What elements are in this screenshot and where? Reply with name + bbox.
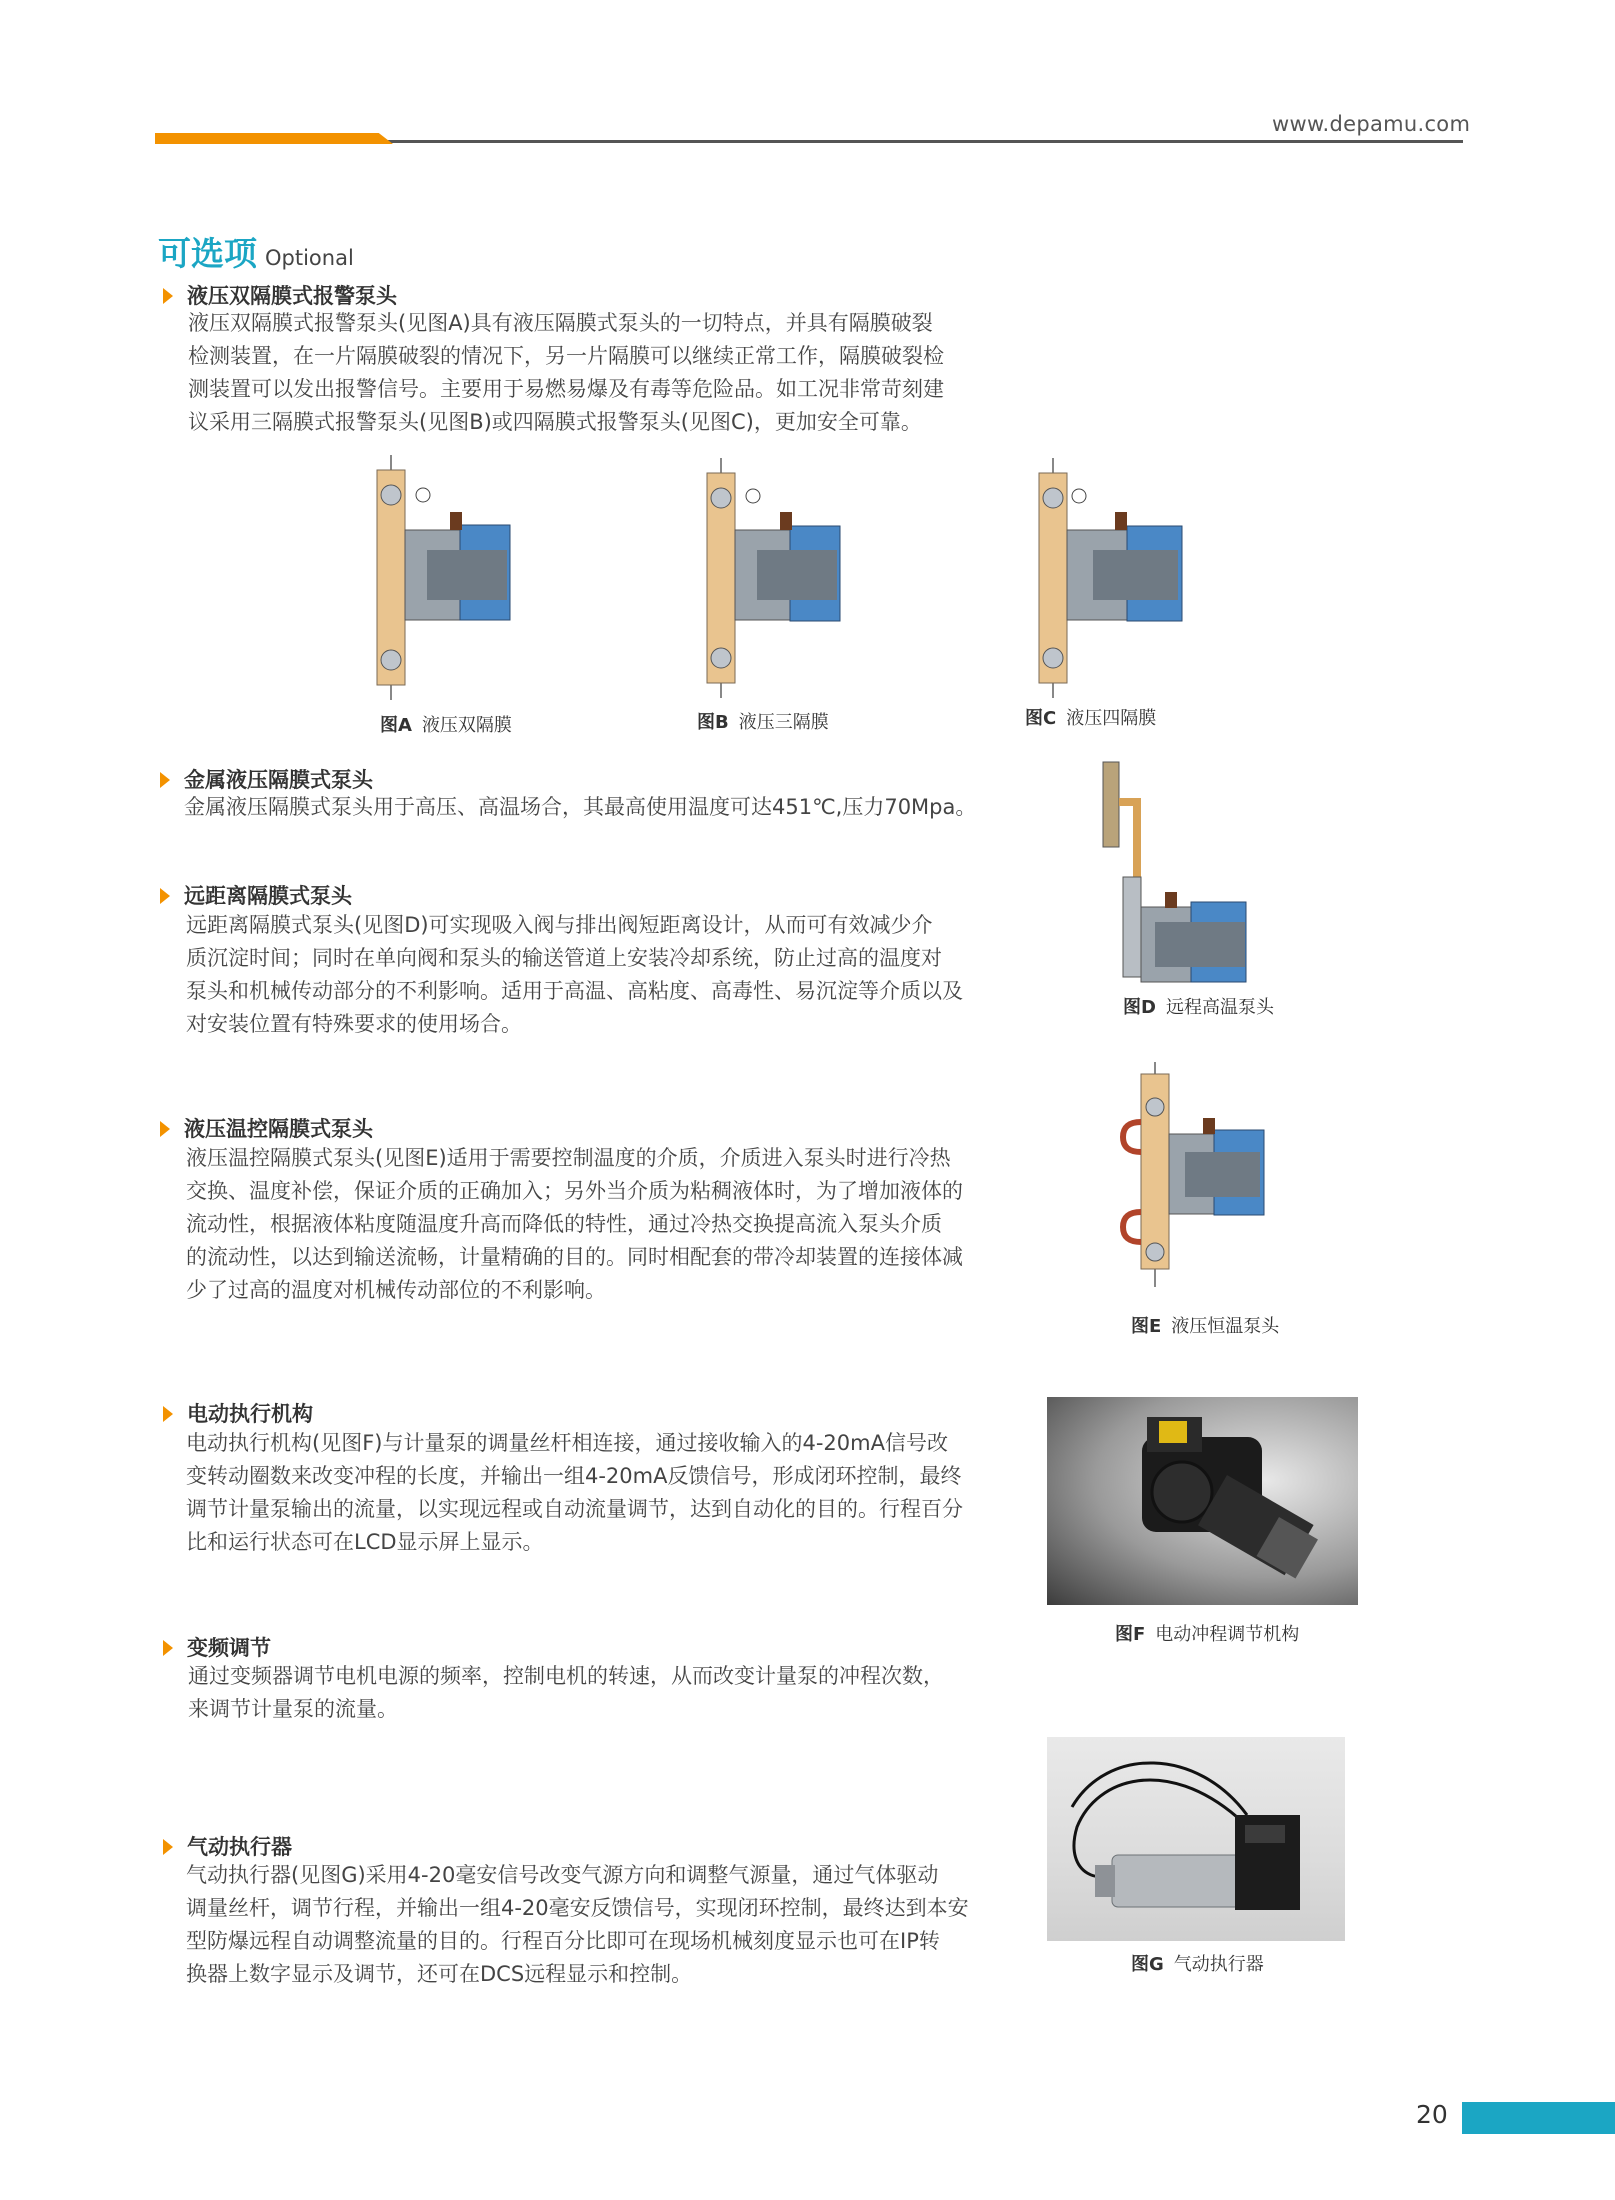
triangle-bullet-icon xyxy=(160,772,170,788)
section-title-en: Optional xyxy=(265,246,354,270)
item-heading-metal-diaphragm: 金属液压隔膜式泵头 xyxy=(160,764,373,794)
item-heading-electric-actuator: 电动执行机构 xyxy=(163,1398,313,1428)
triangle-bullet-icon xyxy=(160,1121,170,1137)
item-heading-pneumatic-actuator: 气动执行器 xyxy=(163,1831,292,1861)
item-body-temperature-diaphragm: 液压温控隔膜式泵头(见图E)适用于需要控制温度的介质，介质进入泵头时进行冷热 交换、温度补偿，保证介质的正确加入；另外当介质为粘稠液体时，为了增加液体的 流动性，根据液体粘度随温度升高而降低的特性，通过冷热交换提高流入泵头介质 的流动性，以达到输送流畅，计量精确的目的。同时相配套的带冷却装置的连接体减 少了过高的温度对机械传动部位的不利影响。 xyxy=(186,1146,963,1302)
page-number-accent-bar xyxy=(1462,2102,1615,2134)
section-title-zh: 可选项 xyxy=(158,234,257,273)
figure-a-caption: 图A 液压双隔膜 xyxy=(380,715,512,736)
triangle-bullet-icon xyxy=(160,888,170,904)
header-accent-bar xyxy=(155,133,393,144)
figure-d-remote-pump-illustration xyxy=(1087,752,1287,992)
item-body-electric-actuator: 电动执行机构(见图F)与计量泵的调量丝杆相连接，通过接收输入的4-20mA信号改 变转动圈数来改变冲程的长度，并输出一组4-20mA反馈信号，形成闭环控制，最终 调节计量泵输出的流量，以实现远程或自动流量调节，达到自动化的目的。行程百分 比和运行状态可在LCD显示屏上显示。 xyxy=(186,1431,963,1554)
figure-f-caption: 图F 电动冲程调节机构 xyxy=(1115,1624,1300,1645)
triangle-bullet-icon xyxy=(163,288,173,304)
item-body-frequency-control: 通过变频器调节电机电源的频率，控制电机的转速，从而改变计量泵的冲程次数， 来调节计量泵的流量。 xyxy=(188,1664,944,1721)
triangle-bullet-icon xyxy=(163,1640,173,1656)
item-heading-remote-diaphragm: 远距离隔膜式泵头 xyxy=(160,880,352,910)
item-body-remote-diaphragm: 远距离隔膜式泵头(见图D)可实现吸入阀与排出阀短距离设计，从而可有效减少介 质沉淀时间；同时在单向阀和泵头的输送管道上安装冷却系统，防止过高的温度对 泵头和机械传动部分的不利影响。适用于高温、高粘度、高毒性、易沉淀等介质以及 对安装位置有特殊要求的使用场合。 xyxy=(186,913,963,1036)
page-number: 20 xyxy=(1416,2100,1448,2129)
figure-d-caption: 图D 远程高温泵头 xyxy=(1123,997,1274,1018)
figure-e-temperature-pump-illustration xyxy=(1115,1062,1285,1287)
figure-c-caption: 图C 液压四隔膜 xyxy=(1025,708,1157,729)
figure-e-caption: 图E 液压恒温泵头 xyxy=(1131,1316,1280,1337)
figure-b-pump-illustration xyxy=(695,458,855,698)
figure-c-pump-illustration xyxy=(1027,458,1197,698)
item-heading-temperature-diaphragm: 液压温控隔膜式泵头 xyxy=(160,1113,373,1143)
section-title xyxy=(158,228,354,275)
triangle-bullet-icon xyxy=(163,1406,173,1422)
figure-b-caption: 图B 液压三隔膜 xyxy=(697,712,829,733)
item-heading-frequency-control: 变频调节 xyxy=(163,1632,271,1662)
site-url: www.depamu.com xyxy=(1272,112,1471,136)
item-heading-alarm-double-diaphragm: 液压双隔膜式报警泵头 xyxy=(163,280,397,310)
item-body-metal-diaphragm: 金属液压隔膜式泵头用于高压、高温场合，其最高使用温度可达451℃,压力70Mpa。 xyxy=(184,795,977,819)
figure-g-pneumatic-actuator-photo xyxy=(1047,1737,1345,1941)
item-body-alarm-double-diaphragm: 液压双隔膜式报警泵头(见图A)具有液压隔膜式泵头的一切特点，并具有隔膜破裂 检测装置，在一片隔膜破裂的情况下，另一片隔膜可以继续正常工作，隔膜破裂检 测装置可以发出报警信号。主要用于易燃易爆及有毒等危险品。如工况非常苛刻建 议采用三隔膜式报警泵头(见图B)或四隔膜式报警泵头(见图C)，更加安全可靠。 xyxy=(188,311,944,434)
figure-f-electric-actuator-photo xyxy=(1047,1397,1358,1605)
triangle-bullet-icon xyxy=(163,1839,173,1855)
figure-a-pump-illustration xyxy=(365,455,525,700)
item-body-pneumatic-actuator: 气动执行器(见图G)采用4-20毫安信号改变气源方向和调整气源量，通过气体驱动 调量丝杆，调节行程，并输出一组4-20毫安反馈信号，实现闭环控制，最终达到本安 型防爆远程自动调整流量的目的。行程百分比即可在现场机械刻度显示也可在IP转 换器上数字显示及调节，还可在DCS远程显示和控制。 xyxy=(186,1863,969,1986)
figure-g-caption: 图G 气动执行器 xyxy=(1131,1954,1264,1975)
